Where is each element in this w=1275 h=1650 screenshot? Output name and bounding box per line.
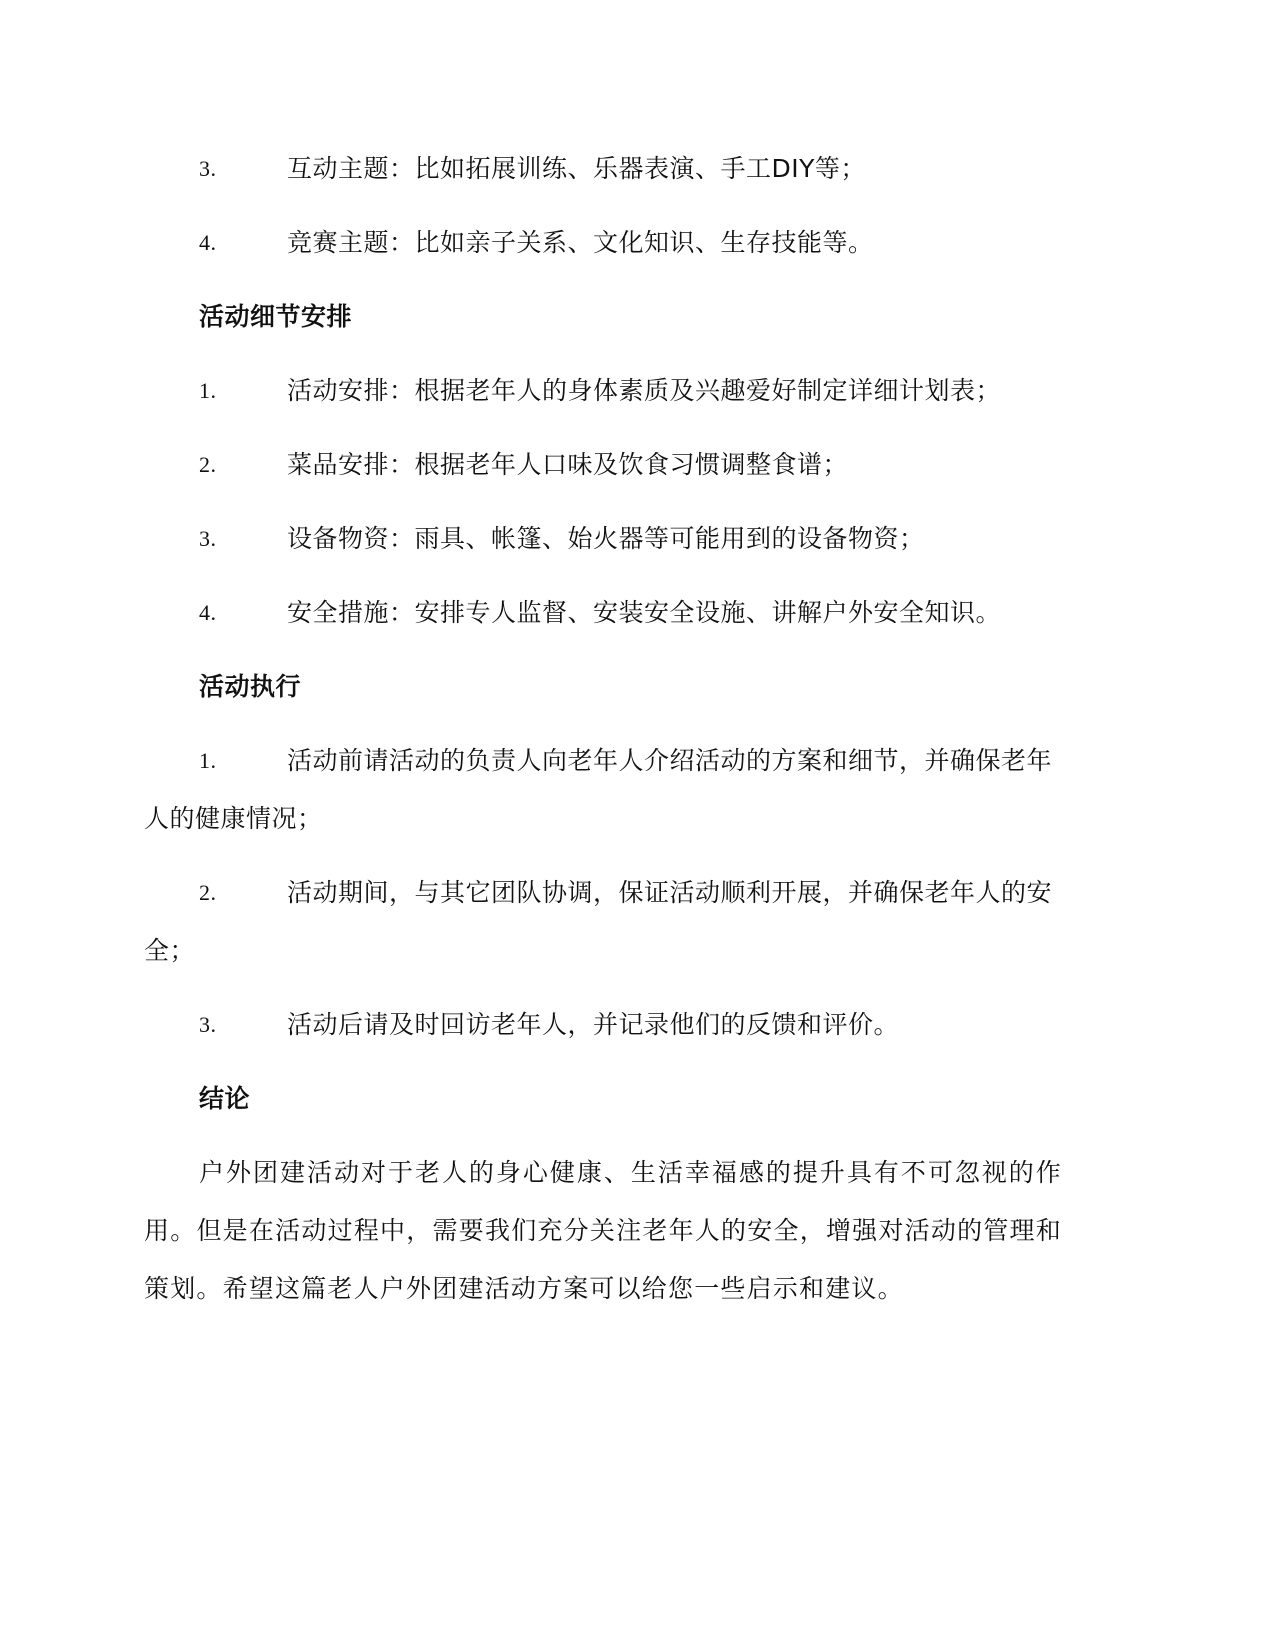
document-content [144, 140, 1062, 1318]
list-number: 2. [199, 452, 217, 477]
list-number: 4. [199, 600, 217, 625]
list-number: 1. [199, 378, 217, 403]
conclusion-paragraph: 户外团建活动对于老人的身心健康、生活幸福感的提升具有不可忽视的作用。但是在活动过程中，需要我们充分关注老年人的安全，增强对活动的管理和策划。希望这篇老人户外团建活动方案可以给您一些启示和建议。 [144, 1158, 1062, 1303]
list-text: 活动期间，与其它团队协调，保证活动顺利开展，并确保老年人的安全； [144, 878, 1053, 965]
list-number: 4. [199, 230, 217, 255]
list-number: 3. [199, 1012, 217, 1037]
list-text: 菜品安排：根据老年人口味及饮食习惯调整食谱； [287, 450, 849, 479]
list-text: 互动主题：比如拓展训练、乐器表演、手工DIY等； [287, 154, 866, 183]
list-item [144, 732, 1062, 848]
section-heading-conclusion: 结论 [199, 1084, 251, 1113]
list-number: 3. [199, 526, 217, 551]
list-item [144, 140, 1062, 198]
list-text: 活动安排：根据老年人的身体素质及兴趣爱好制定详细计划表； [287, 376, 1002, 405]
list-item [144, 996, 1062, 1054]
list-number: 2. [199, 880, 217, 905]
list-text: 安全措施：安排专人监督、安装安全设施、讲解户外安全知识。 [287, 598, 1002, 627]
section-heading-execution: 活动执行 [199, 672, 302, 701]
list-item [144, 214, 1062, 272]
list-item [144, 510, 1062, 568]
list-text: 活动后请及时回访老年人，并记录他们的反馈和评价。 [287, 1010, 900, 1039]
list-number: 1. [199, 748, 217, 773]
list-text: 设备物资：雨具、帐篷、始火器等可能用到的设备物资； [287, 524, 925, 553]
list-item [144, 864, 1062, 980]
list-number: 3. [199, 156, 217, 181]
section-heading-details: 活动细节安排 [199, 302, 353, 331]
list-item [144, 362, 1062, 420]
list-item [144, 436, 1062, 494]
list-text: 活动前请活动的负责人向老年人介绍活动的方案和细节，并确保老年人的健康情况； [144, 746, 1053, 833]
list-text: 竞赛主题：比如亲子关系、文化知识、生存技能等。 [287, 228, 874, 257]
list-item [144, 584, 1062, 642]
